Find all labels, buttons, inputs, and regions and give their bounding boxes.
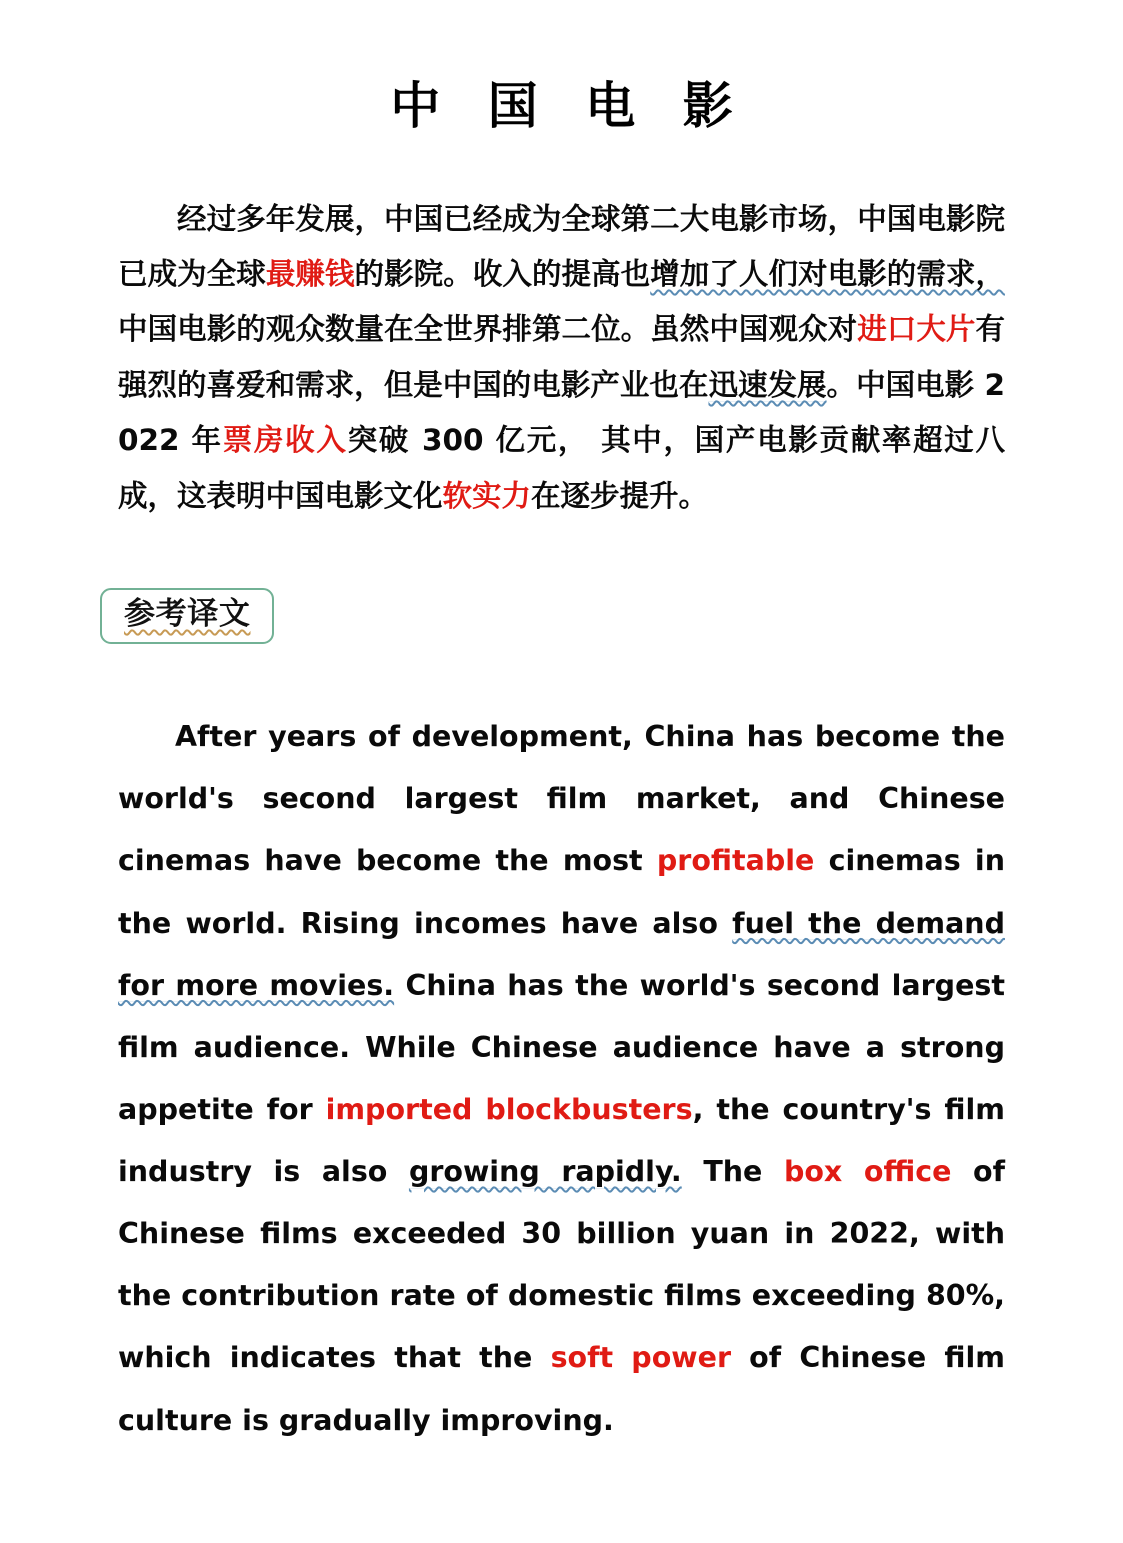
keyword-highlight-red: 票房收入 xyxy=(222,423,348,458)
text-run: of Chinese films exceeded 30 billion yuan in 2022, with the contribution rate of domestic films exceeding 80%, which indicates that the xyxy=(118,1155,1005,1375)
keyword-highlight-red: 进口大片 xyxy=(857,312,976,347)
wavy-underline-phrase: 增加了人们对电影的需求， xyxy=(650,256,1005,291)
keyword-highlight-red: 最赚钱 xyxy=(265,256,355,291)
text-run: 经过多年发展，中国已经成为全球第二大电影市场，中国电影院已成为全球 xyxy=(118,201,1005,291)
wavy-underline-phrase: growing rapidly. xyxy=(408,1155,682,1189)
text-run: 的影院。收入的提高也 xyxy=(354,256,651,291)
wavy-underline-phrase: fuel the demand for more movies. xyxy=(118,906,1005,1002)
reference-translation-badge xyxy=(100,588,274,644)
keyword-highlight-red: imported blockbusters xyxy=(325,1092,693,1126)
text-run: 在逐步提升。 xyxy=(531,478,709,513)
english-passage-paragraph xyxy=(118,706,1005,1452)
text-run: China has the world's second largest film audience. While Chinese audience have a strong appetite for xyxy=(118,968,1005,1126)
text-run: , the country's film industry is also xyxy=(118,1092,1005,1189)
keyword-highlight-red: profitable xyxy=(656,844,815,878)
english-passage-block xyxy=(0,706,1123,1452)
keyword-highlight-red: box office xyxy=(783,1155,952,1189)
text-run: 。中国电影 2022 年 xyxy=(118,367,1005,458)
text-run: The xyxy=(681,1155,784,1189)
wavy-underline-phrase: 迅速发展 xyxy=(708,367,827,402)
keyword-highlight-red: soft power xyxy=(550,1341,731,1375)
chinese-passage-block xyxy=(0,192,1123,525)
reference-translation-label: 参考译文 xyxy=(124,596,251,633)
page-title: 中 国 电 影 xyxy=(390,77,748,135)
text-run: cinemas in the world. Rising incomes have also xyxy=(118,844,1005,940)
text-run: 突破 300 亿元， 其中，国产电影贡献率超过八成，这表明中国电影文化 xyxy=(118,423,1005,513)
reference-translation-badge-wrap xyxy=(0,588,1123,644)
text-run: 有强烈的喜爱和需求，但是中国的电影产业也在 xyxy=(118,312,1005,402)
text-run: 中国电影的观众数量在全世界排第二位。虽然中国观众对 xyxy=(118,312,858,347)
text-run: of Chinese film culture is gradually improving. xyxy=(118,1341,1005,1437)
text-run: After years of development, China has become the world's second largest film market, and Chinese cinemas have become the most xyxy=(118,720,1005,878)
chinese-passage-paragraph xyxy=(118,192,1005,525)
keyword-highlight-red: 软实力 xyxy=(442,478,532,513)
